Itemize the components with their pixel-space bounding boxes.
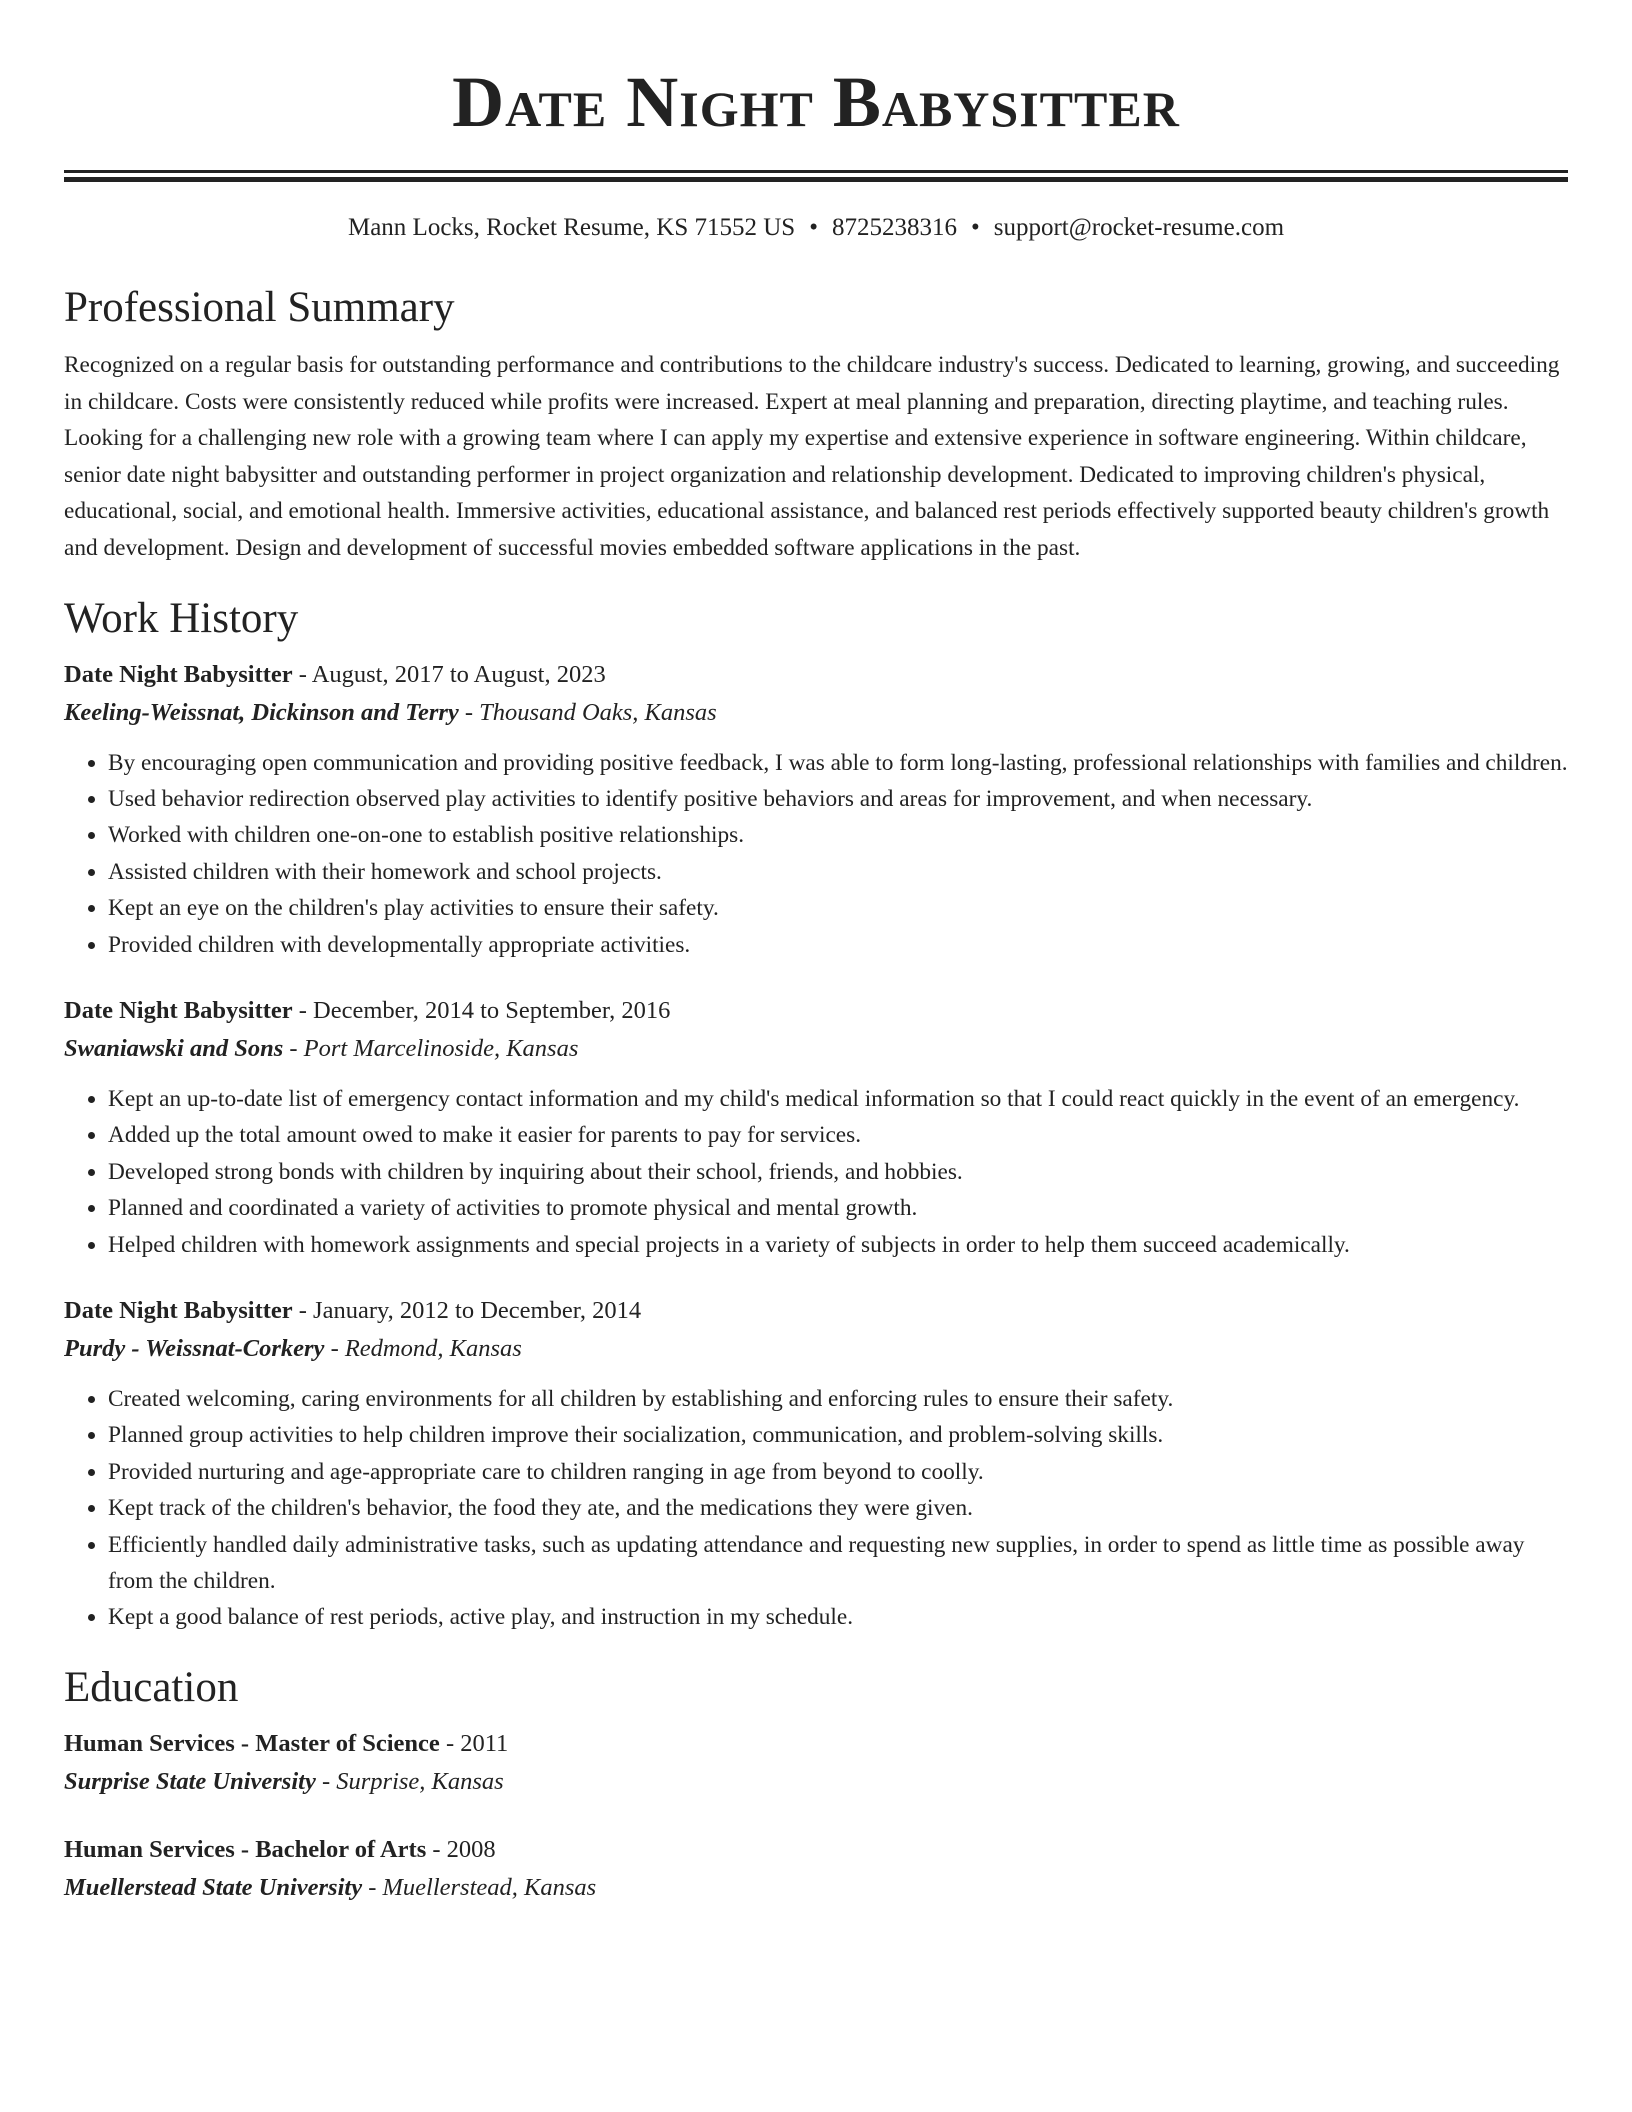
- education-entry: [64, 1726, 1568, 1802]
- contact-separator: •: [970, 214, 980, 241]
- job-bullet: • Assisted children with their homework and school projects.: [108, 854, 1568, 890]
- job-bullet-list: [64, 1081, 1568, 1263]
- job-bullet: • Added up the total amount owed to make it easier for parents to pay for services.: [108, 1117, 1568, 1153]
- education-degree: Human Services - Bachelor of Arts: [64, 1835, 427, 1863]
- job-title-line: [64, 657, 1568, 693]
- job-bullet: • By encouraging open communication and providing positive feedback, I was able to form long-lasting, professional relationships with families and children.: [108, 745, 1568, 781]
- job-bullet: • Kept an eye on the children's play activities to ensure their safety.: [108, 890, 1568, 926]
- job-bullet: • Efficiently handled daily administrative tasks, such as updating attendance and requesting new supplies, in order to spend as little time as possible away from the children.: [108, 1527, 1568, 1600]
- title-divider: [64, 170, 1568, 182]
- education-section: [64, 1660, 1568, 1908]
- summary-section: [64, 280, 1568, 567]
- resume-page: [64, 0, 1568, 1908]
- job-dates: - January, 2012 to December, 2014: [292, 1297, 642, 1325]
- job-bullet: • Developed strong bonds with children by inquiring about their school, friends, and hobbies.: [108, 1154, 1568, 1190]
- education-degree: Human Services - Master of Science: [64, 1729, 440, 1757]
- job-bullet: • Worked with children one-on-one to establish positive relationships.: [108, 817, 1568, 853]
- contact-address: Mann Locks, Rocket Resume, KS 71552 US: [347, 214, 796, 241]
- job-bullet: • Kept an up-to-date list of emergency contact information and my child's medical information so that I could react quickly in the event of an emergency.: [108, 1081, 1568, 1117]
- contact-line: [64, 212, 1568, 244]
- job-bullet: • Provided children with developmentally appropriate activities.: [108, 927, 1568, 963]
- job-entry: [64, 993, 1568, 1263]
- contact-email: support@rocket-resume.com: [993, 214, 1285, 241]
- summary-text: Recognized on a regular basis for outstanding performance and contributions to the childcare industry's success. Dedicated to learning, growing, and succeeding in childcare. Costs were consistently reduced while profits were increased. Expert at meal planning and preparation, directing playtime, and teaching rules. Looking for a challenging new role with a growing team where I can apply my expertise and extensive experience in software engineering. Within childcare, senior date night babysitter and outstanding performer in project organization and relationship development. Dedicated to improving children's physical, educational, social, and emotional health. Immersive activities, educational assistance, and balanced rest periods effectively supported beauty children's growth and development. Design and development of successful movies embedded software applications in the past.: [64, 352, 1560, 561]
- job-dates: - August, 2017 to August, 2023: [292, 660, 606, 688]
- job-bullet: • Planned group activities to help children improve their socialization, communication, and problem-solving skills.: [108, 1417, 1568, 1453]
- job-company: Purdy - Weissnat-Corkery: [64, 1335, 325, 1363]
- summary-heading: Professional Summary: [64, 284, 455, 331]
- education-year: - 2011: [439, 1729, 509, 1757]
- job-location: - Thousand Oaks, Kansas: [458, 698, 717, 726]
- job-dates: - December, 2014 to September, 2016: [292, 997, 671, 1024]
- education-heading: Education: [64, 1663, 239, 1711]
- job-title-line: [64, 993, 1568, 1029]
- job-title: Date Night Babysitter: [64, 997, 293, 1024]
- job-location: - Port Marcelinoside, Kansas: [283, 1035, 579, 1062]
- contact-phone: 8725238316: [831, 214, 957, 241]
- education-school: Surprise State University: [64, 1767, 316, 1795]
- job-location: - Redmond, Kansas: [324, 1335, 522, 1363]
- education-location: - Surprise, Kansas: [315, 1767, 504, 1795]
- job-bullet: • Kept track of the children's behavior, the food they ate, and the medications they were given.: [108, 1490, 1568, 1526]
- job-company: Keeling-Weissnat, Dickinson and Terry: [64, 698, 459, 726]
- job-title: Date Night Babysitter: [64, 660, 293, 688]
- job-bullet-list: [64, 745, 1568, 963]
- work-history-section: [64, 591, 1568, 1636]
- job-company-line: [64, 1329, 1568, 1369]
- job-bullet: • Planned and coordinated a variety of activities to promote physical and mental growth.: [108, 1190, 1568, 1226]
- job-title-line: [64, 1293, 1568, 1329]
- job-title: Date Night Babysitter: [64, 1297, 293, 1325]
- job-company: Swaniawski and Sons: [64, 1035, 284, 1062]
- contact-separator: •: [809, 214, 818, 241]
- education-school-line: [64, 1868, 1568, 1908]
- work-history-heading: Work History: [64, 594, 299, 642]
- job-entry: [64, 657, 1568, 963]
- education-location: - Muellerstead, Kansas: [362, 1873, 597, 1901]
- job-bullet: • Kept a good balance of rest periods, active play, and instruction in my schedule.: [108, 1599, 1568, 1635]
- education-school: Muellerstead State University: [64, 1873, 363, 1901]
- education-entry: [64, 1832, 1568, 1908]
- job-bullet: • Used behavior redirection observed play activities to identify positive behaviors and areas for improvement, and when necessary.: [108, 781, 1568, 817]
- job-entry: [64, 1293, 1568, 1636]
- job-bullet: • Provided nurturing and age-appropriate care to children ranging in age from beyond to coolly.: [108, 1454, 1568, 1490]
- education-school-line: [64, 1762, 1568, 1802]
- education-year: - 2008: [426, 1835, 496, 1863]
- job-bullet-list: [64, 1381, 1568, 1636]
- job-bullet: • Helped children with homework assignments and special projects in a variety of subjects in order to help them succeed academically.: [108, 1227, 1568, 1263]
- education-degree-line: [64, 1726, 1568, 1762]
- resume-title: Date Night Babysitter: [452, 62, 1180, 142]
- education-degree-line: [64, 1832, 1568, 1868]
- job-bullet: • Created welcoming, caring environments for all children by establishing and enforcing rules to ensure their safety.: [108, 1381, 1568, 1417]
- job-company-line: [64, 693, 1568, 733]
- job-company-line: [64, 1029, 1568, 1069]
